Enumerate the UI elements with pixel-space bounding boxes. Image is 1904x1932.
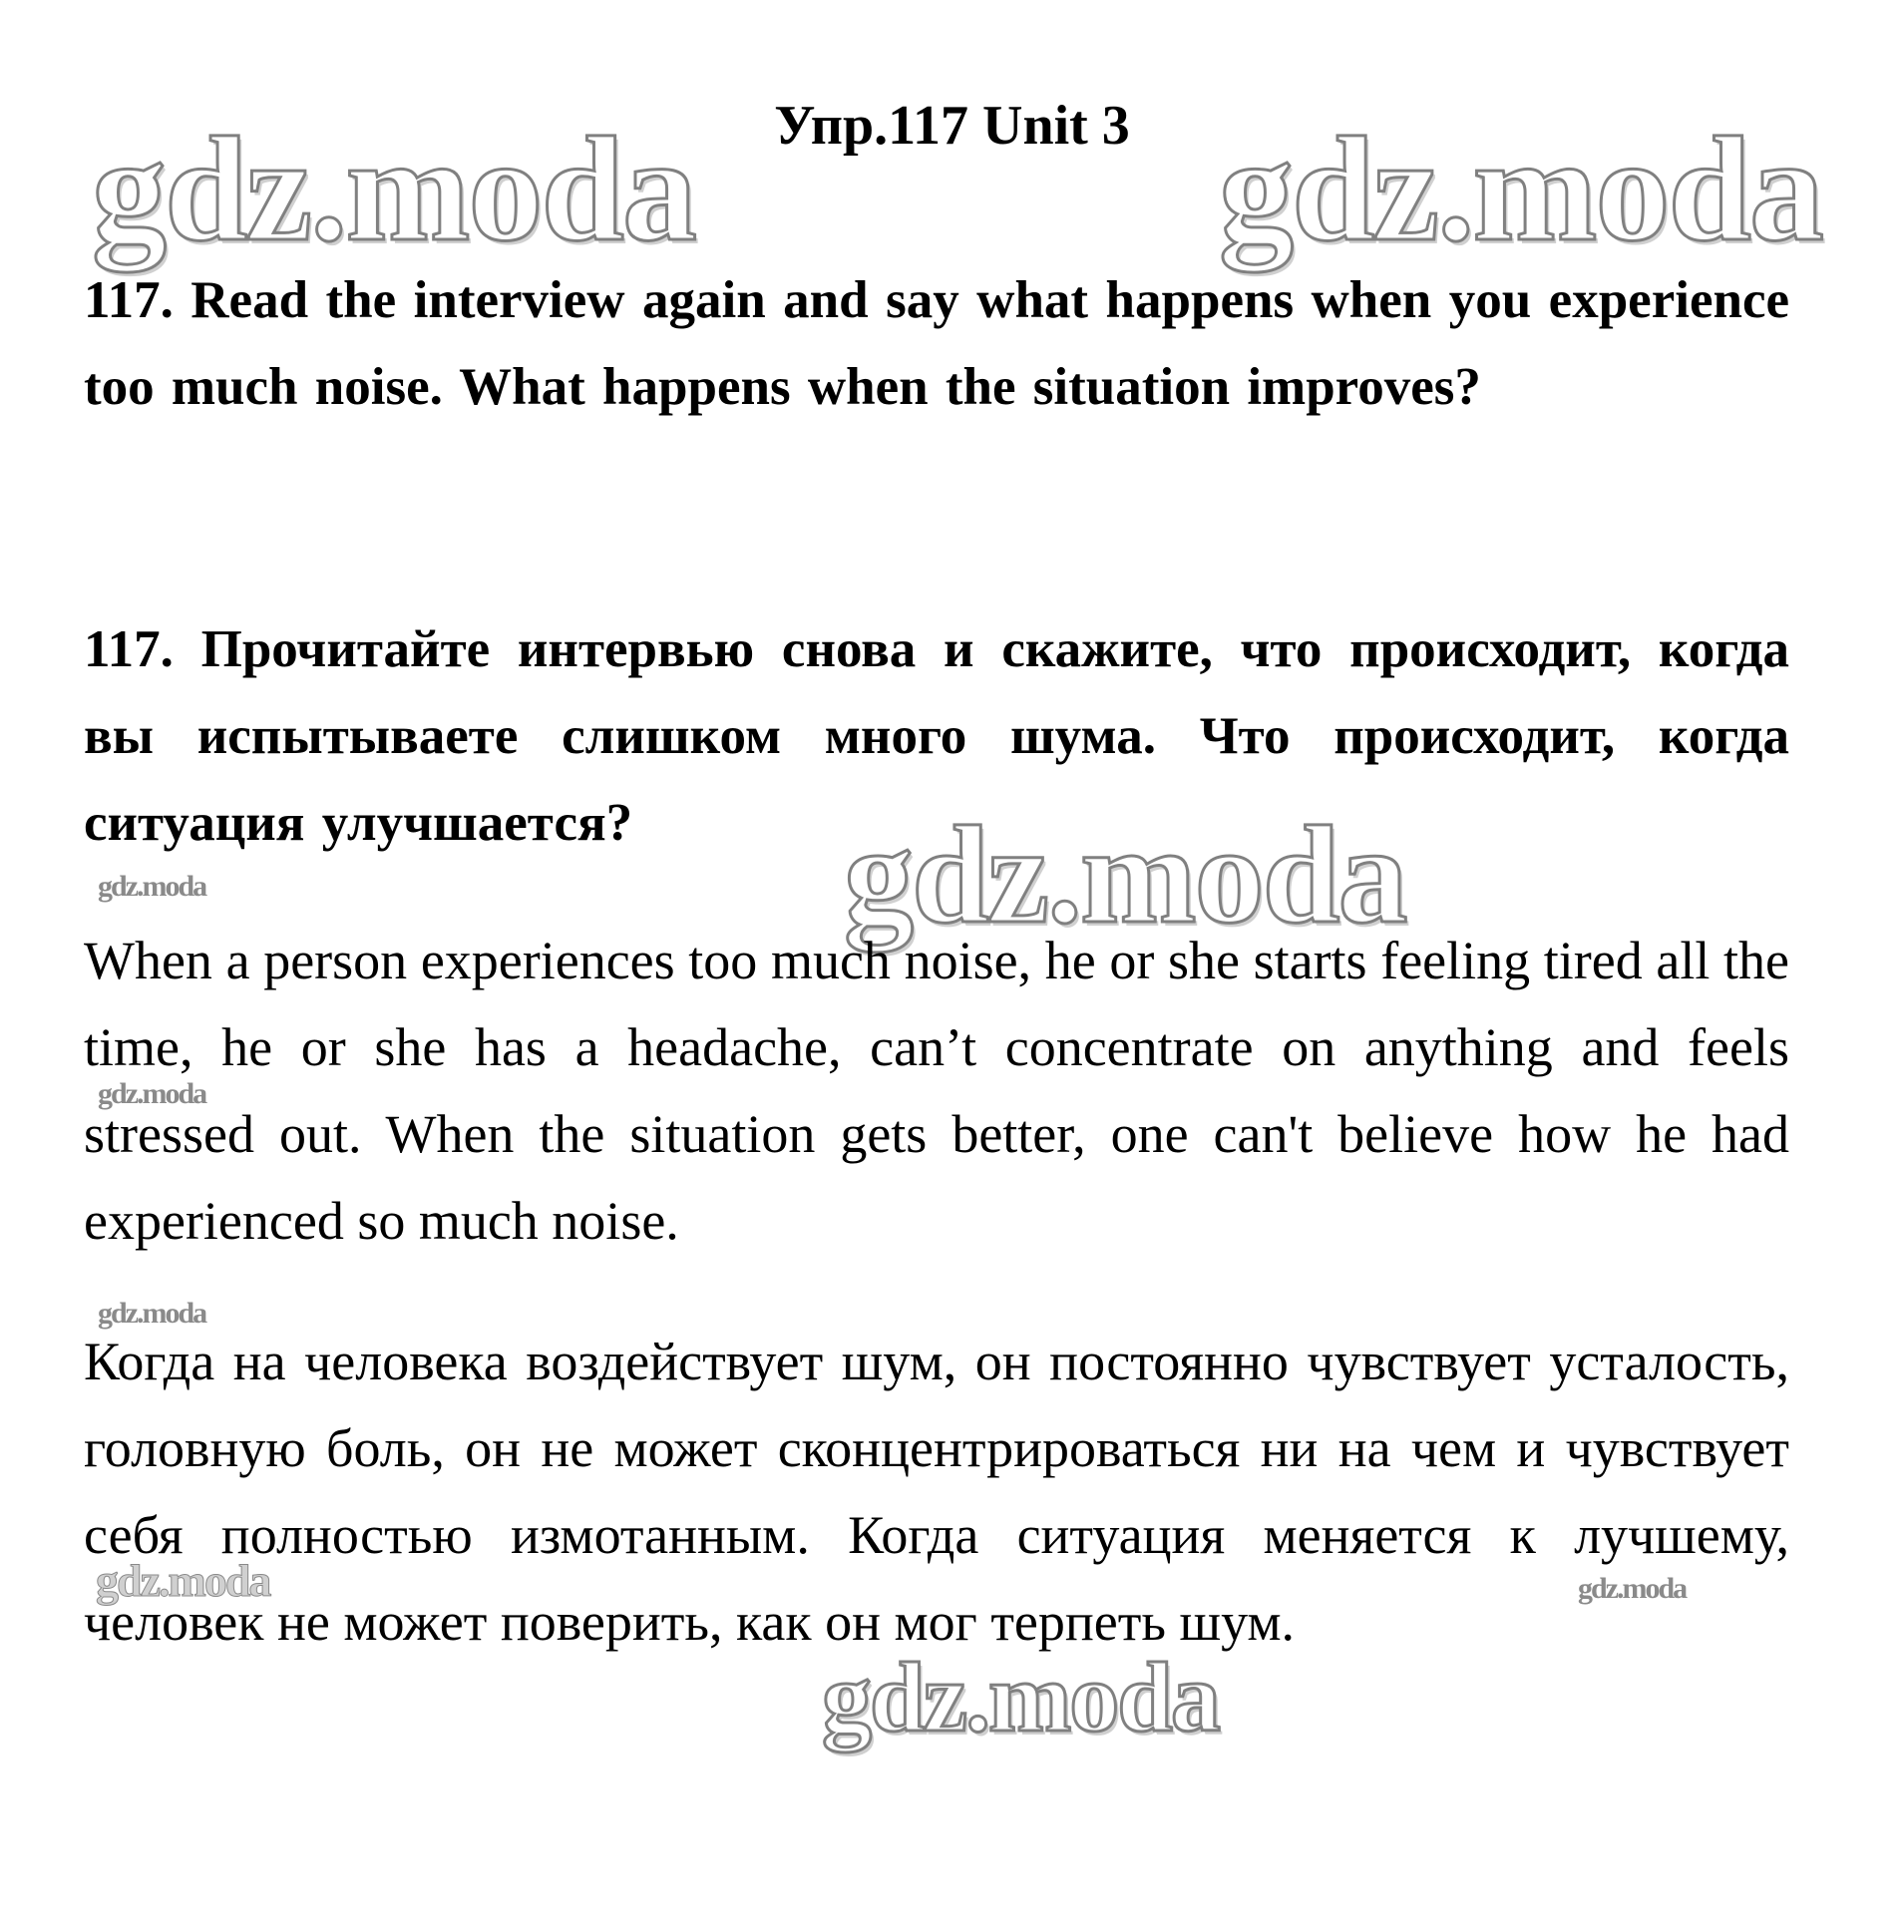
watermark-bottom: gdz.moda (822, 1642, 1219, 1752)
watermark-top-right: gdz.moda (1219, 107, 1822, 272)
task-russian: 117. Прочитайте интервью снова и скажите, что происходит, когда вы испытываете слишком много шума. Что происходит, когда ситуация улучшается? (84, 620, 1789, 852)
page-title: Упр.117 Unit 3 (774, 95, 1130, 157)
answer-russian: Когда на человека воздействует шум, он постоянно чувствует усталость, головную боль, он не может сконцентрироваться ни на чем и чувствует себя полностью измотанным. Когда ситуация меняется к лучшему, человек не может поверить, как он мог терпеть шум. (84, 1332, 1789, 1652)
answer-english: When a person experiences too much noise, he or she starts feeling tired all the time, he or she has a headache, can’t concentrate on anything and feels stressed out. When the situation gets better, one can't believe how he had experienced so much noise. (84, 931, 1789, 1251)
watermark-small-2: gdz.moda (98, 1077, 206, 1110)
watermark-small-4: gdz.moda (96, 1555, 270, 1606)
watermark-small-5: gdz.moda (1578, 1572, 1687, 1605)
watermark-middle: gdz.moda (844, 798, 1406, 953)
watermark-top-left: gdz.moda (92, 107, 695, 272)
watermark-small-3: gdz.moda (98, 1297, 206, 1330)
task-english: 117. Read the interview again and say what happens when you experience too much noise. What happens when the situation improves? (84, 271, 1789, 416)
watermark-small-1: gdz.moda (98, 870, 206, 903)
